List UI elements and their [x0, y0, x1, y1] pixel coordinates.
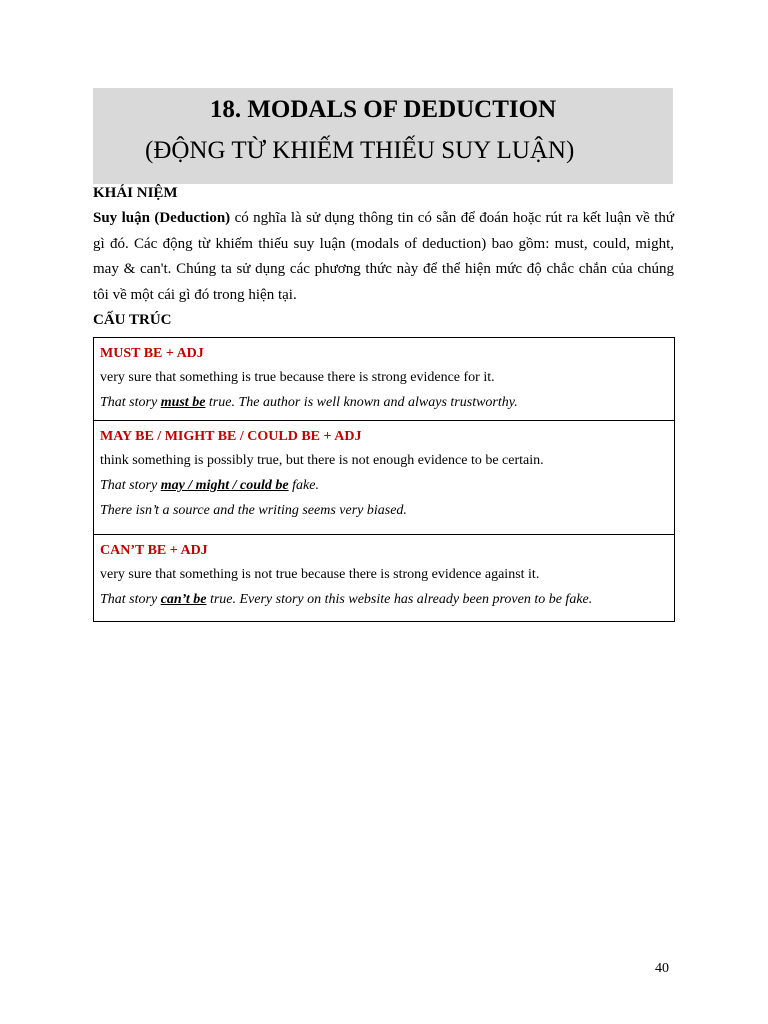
row-description: think something is possibly true, but there is not enough evidence to be certain. — [100, 453, 544, 468]
row-example — [100, 390, 668, 415]
structure-row-may — [94, 420, 674, 534]
example-text: true. Every story on this website has already been proven to be fake. — [206, 592, 593, 607]
example-keyword: can’t be — [160, 592, 207, 607]
row-heading: MUST BE + ADJ — [100, 346, 204, 361]
row-description: very sure that something is not true because there is strong evidence against it. — [100, 567, 540, 582]
row-example-2: There isn’t a source and the writing seems very biased. — [100, 503, 407, 518]
row-example — [100, 473, 668, 498]
example-keyword: may / might / could be — [160, 478, 289, 493]
example-text: That story — [100, 478, 161, 493]
example-text: fake. — [288, 478, 319, 493]
row-example — [100, 587, 668, 612]
page-subtitle: (ĐỘNG TỪ KHIẾM THIẾU SUY LUẬN) — [145, 137, 575, 164]
example-text: That story — [100, 592, 161, 607]
row-description: very sure that something is true because there is strong evidence for it. — [100, 370, 495, 385]
example-keyword: must be — [160, 395, 206, 410]
structure-heading: CẤU TRÚC — [93, 312, 172, 328]
page-title: 18. MODALS OF DEDUCTION — [209, 96, 557, 123]
concept-heading: KHÁI NIỆM — [93, 185, 178, 201]
concept-body: có nghĩa là sử dụng thông tin có sẵn để đoán hoặc rút ra kết luận về thứ gì đó. Các động từ khiếm thiếu suy luận (modals of deduction) bao gồm: must, could, might, may & can't. Chúng ta sử dụng các phương thức này để thể hiện mức độ chắc chắn của chúng tôi về một cái gì đó trong hiện tại. — [93, 210, 674, 303]
row-heading: CAN’T BE + ADJ — [100, 543, 208, 558]
page-number: 40 — [655, 961, 669, 976]
example-text: That story — [100, 395, 161, 410]
structure-table — [93, 337, 675, 622]
structure-row-must — [94, 338, 674, 420]
concept-term: Suy luận (Deduction) — [93, 210, 231, 226]
example-text: true. The author is well known and always trustworthy. — [205, 395, 518, 410]
structure-row-cant — [94, 534, 674, 621]
concept-paragraph — [93, 206, 674, 308]
row-heading: MAY BE / MIGHT BE / COULD BE + ADJ — [100, 429, 362, 444]
title-box — [93, 88, 673, 184]
